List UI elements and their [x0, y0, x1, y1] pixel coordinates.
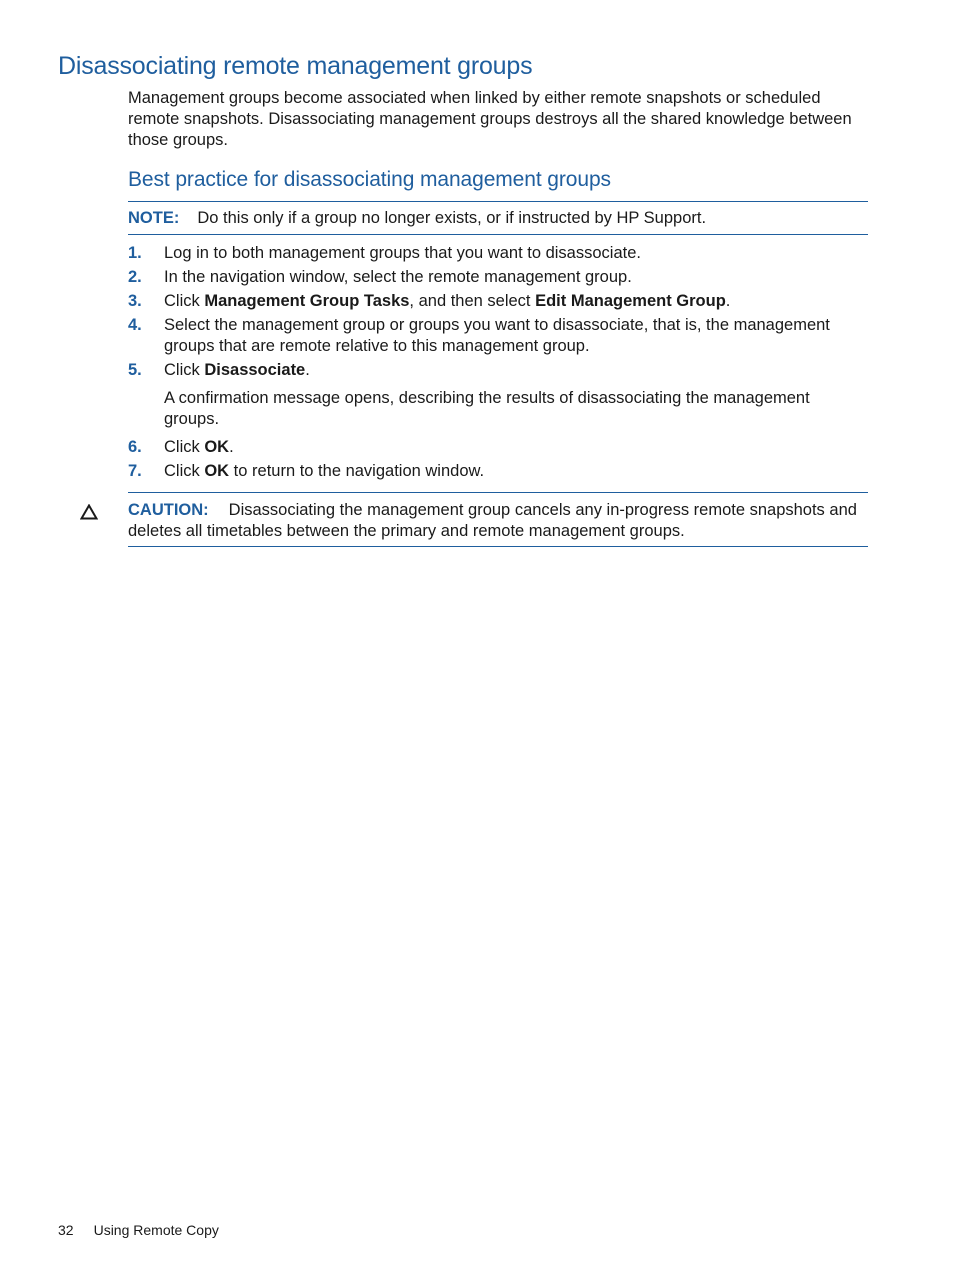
step-number: 1.	[128, 244, 142, 262]
step-text-pre: Click	[164, 462, 205, 480]
step-ui-term: OK	[204, 438, 230, 456]
step-item	[128, 461, 868, 482]
step-text	[164, 361, 310, 379]
step-ui-term: Management Group Tasks	[204, 292, 410, 310]
note-box	[128, 201, 868, 235]
caution-box	[128, 492, 868, 547]
step-text-post: .	[305, 361, 310, 379]
caution-text: Disassociating the management group cancels any in-progress remote snapshots and deletes all timetables between the primary and remote management groups.	[128, 501, 857, 540]
step-text: Log in to both management groups that you want to disassociate.	[164, 244, 641, 262]
step-item	[128, 267, 868, 288]
warning-triangle-icon	[80, 504, 98, 520]
footer-section: Using Remote Copy	[93, 1222, 219, 1238]
page-number: 32	[58, 1222, 74, 1238]
step-text-pre: Click	[164, 292, 205, 310]
step-number: 6.	[128, 438, 142, 456]
step-number: 4.	[128, 316, 142, 334]
step-ui-term: Disassociate	[204, 361, 306, 379]
step-text-post: to return to the navigation window.	[229, 462, 485, 480]
intro-paragraph: Management groups become associated when linked by either remote snapshots or scheduled remote snapshots. Disassociating management groups destroys all the shared knowledge between those groups.	[128, 89, 852, 149]
page-footer	[58, 1222, 219, 1238]
step-ui-term: OK	[204, 462, 230, 480]
step-subtext: A confirmation message opens, describing the results of disassociating the management groups.	[164, 389, 810, 428]
step-text-post: .	[725, 292, 731, 310]
step-ui-term: Edit Management Group	[535, 292, 726, 310]
step-item	[128, 315, 868, 357]
step-text	[164, 438, 234, 456]
steps-list	[128, 243, 868, 482]
page-title: Disassociating remote management groups	[58, 52, 533, 80]
step-text	[164, 292, 730, 310]
main-content	[128, 88, 868, 547]
step-text-post: .	[229, 438, 234, 456]
caution-label: CAUTION:	[128, 501, 209, 519]
note-text: Do this only if a group no longer exists, or if instructed by HP Support.	[197, 209, 707, 227]
section-subtitle: Best practice for disassociating management groups	[128, 168, 611, 191]
step-item	[128, 360, 868, 430]
step-text: In the navigation window, select the remote management group.	[164, 268, 632, 286]
step-text-mid: , and then select	[409, 292, 536, 310]
step-text: Select the management group or groups you want to disassociate, that is, the management groups that are remote relative to this management group.	[164, 316, 830, 355]
step-number: 2.	[128, 268, 142, 286]
step-text-pre: Click	[164, 438, 205, 456]
step-text	[164, 462, 484, 480]
step-number: 3.	[128, 292, 142, 310]
note-label: NOTE:	[128, 209, 180, 227]
step-text-pre: Click	[164, 361, 205, 379]
step-number: 7.	[128, 462, 142, 480]
step-item	[128, 243, 868, 264]
step-number: 5.	[128, 361, 142, 379]
step-item	[128, 291, 868, 312]
step-item	[128, 437, 868, 458]
